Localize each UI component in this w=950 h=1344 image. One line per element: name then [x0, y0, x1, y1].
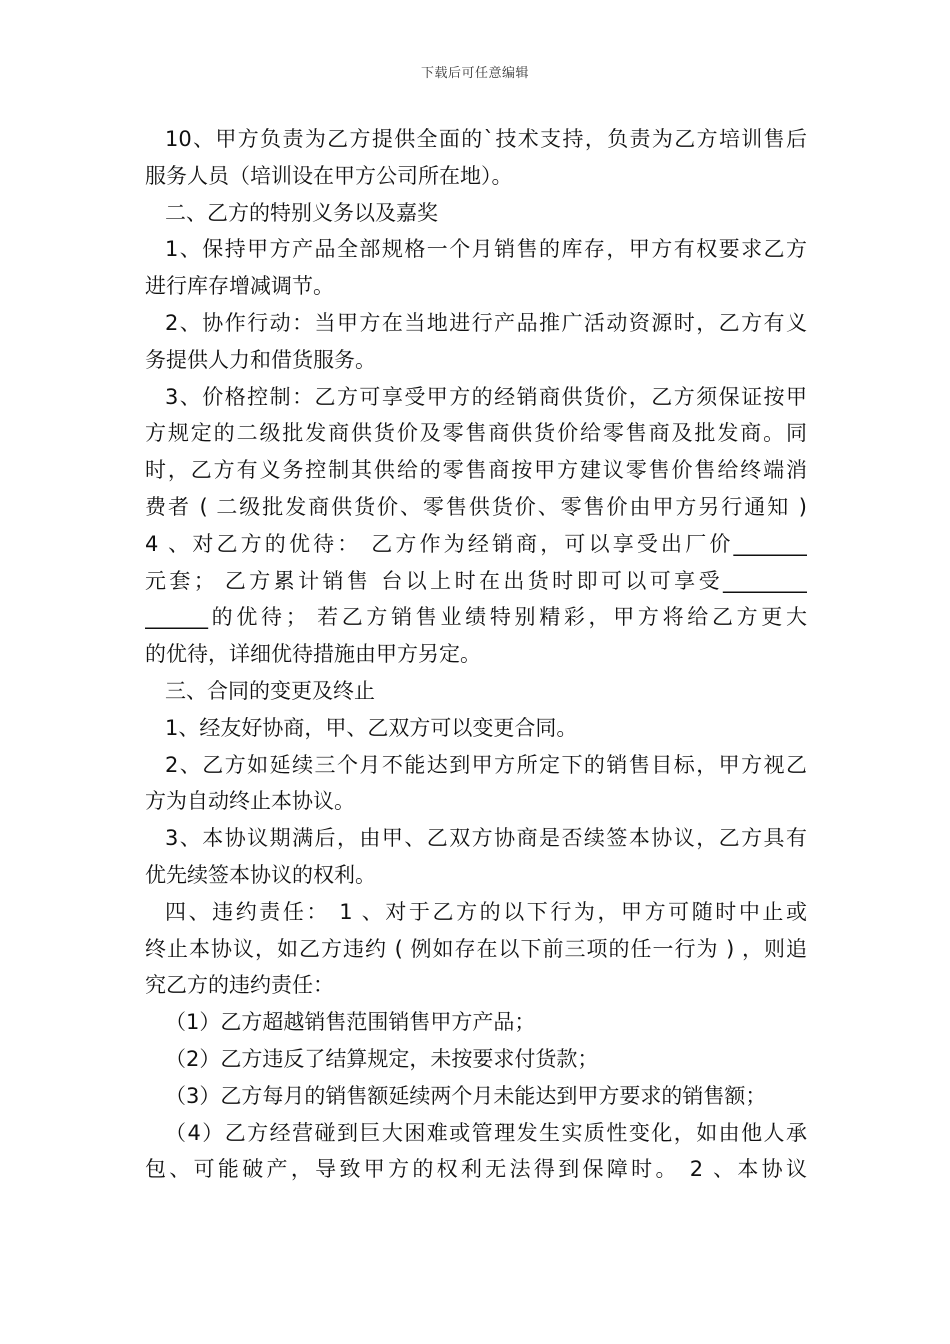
paragraph-line: 2、乙方如延续三个月不能达到甲方所定下的销售目标，甲方视乙: [165, 752, 807, 777]
list-item: （4）乙方经营碰到巨大困难或管理发生实质性变化，如由他人承: [165, 1120, 807, 1145]
section-heading: 二、乙方的特别义务以及嘉奖: [165, 200, 438, 225]
paragraph-line: 方规定的二级批发商供货价及零售商供货价给零售商及批发商。同: [145, 421, 807, 446]
section-heading: 四、违约责任： 1 、对于乙方的以下行为，甲方可随时中止或: [165, 899, 807, 924]
paragraph-line: 包、可能破产，导致甲方的权利无法得到保障时。 2 、本协议: [145, 1157, 807, 1182]
paragraph-line: 究乙方的违约责任：: [145, 973, 334, 998]
paragraph-line: 10、甲方负责为乙方提供全面的`技术支持，负责为乙方培训售后: [165, 127, 807, 151]
paragraph-line: 优先续签本协议的权利。: [145, 862, 376, 887]
paragraph-line: 的优待，详细优待措施由甲方另定。: [145, 642, 481, 667]
list-item: （2）乙方违反了结算规定，未按要求付货款；: [165, 1046, 599, 1071]
document-body: [145, 121, 807, 1188]
page-header: 下载后可任意编辑: [420, 66, 529, 81]
paragraph-line: 进行库存增减调节。: [145, 274, 334, 299]
paragraph-line: 务提供人力和借货服务。: [145, 347, 376, 372]
paragraph-line: 1、保持甲方产品全部规格一个月销售的库存，甲方有权要求乙方: [165, 237, 807, 262]
section-heading: 三、合同的变更及终止: [165, 678, 375, 703]
paragraph-line: 2、协作行动：当甲方在当地进行产品推广活动资源时，乙方有义: [165, 310, 807, 335]
paragraph-line: ______的优待； 若乙方销售业绩特别精彩，甲方将给乙方更大: [145, 605, 807, 630]
paragraph-line: 4 、对乙方的优待： 乙方作为经销商，可以享受出厂价_______: [145, 531, 807, 556]
paragraph-line: 元套； 乙方累计销售 台以上时在出货时即可以可享受________: [145, 568, 807, 593]
paragraph-line: 服务人员（培训设在甲方公司所在地）。: [145, 163, 513, 188]
paragraph-line: 终止本协议，如乙方违约 ( 例如存在以下前三项的任一行为 ) ，则追: [145, 936, 807, 961]
paragraph-line: 方为自动终止本协议。: [145, 789, 355, 814]
paragraph-line: 3、本协议期满后，由甲、乙双方协商是否续签本协议，乙方具有: [165, 826, 807, 851]
paragraph-line: 时，乙方有义务控制其供给的零售商按甲方建议零售价售给终端消: [145, 458, 807, 483]
list-item: （3）乙方每月的销售额延续两个月未能达到甲方要求的销售额；: [165, 1083, 767, 1108]
list-item: （1）乙方超越销售范围销售甲方产品；: [165, 1010, 536, 1035]
paragraph-line: 1、经友好协商，甲、乙双方可以变更合同。: [165, 715, 578, 740]
paragraph-line: 3、价格控制：乙方可享受甲方的经销商供货价，乙方须保证按甲: [165, 384, 807, 409]
paragraph-line: 费者 ( 二级批发商供货价、零售供货价、零售价由甲方另行通知 ): [145, 494, 807, 519]
